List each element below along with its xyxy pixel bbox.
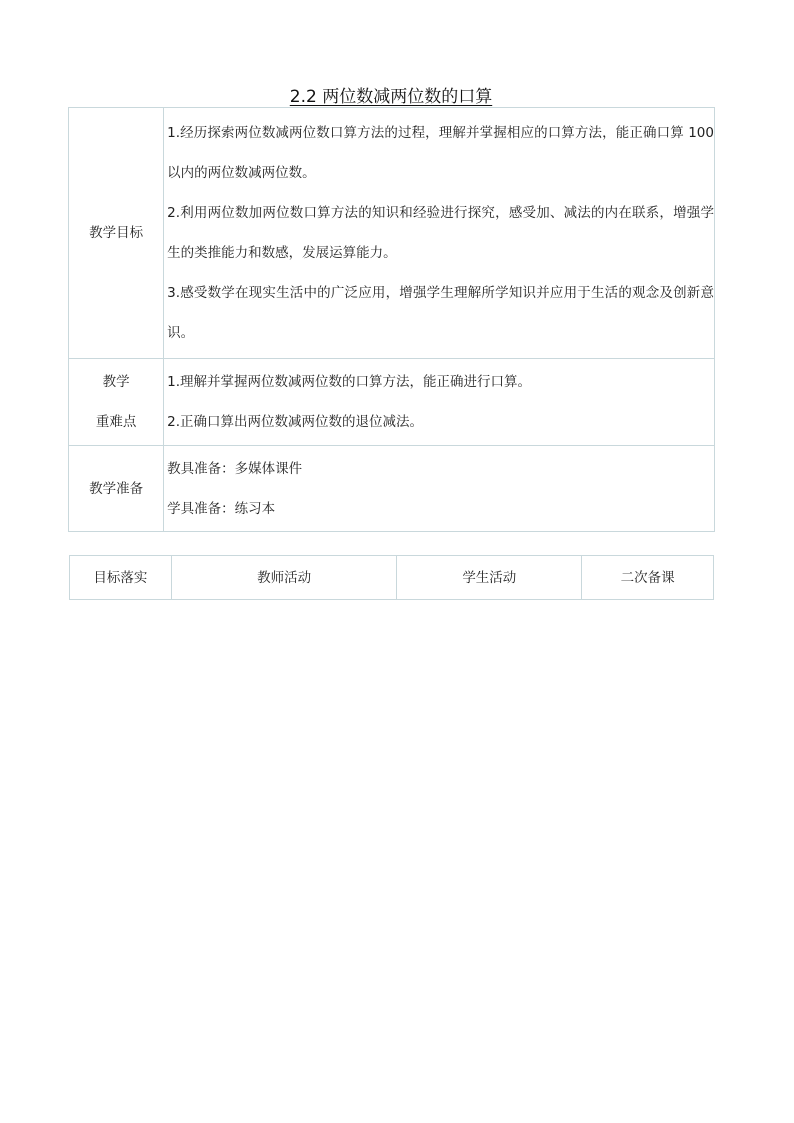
preparation-item-teacher: 教具准备：多媒体课件 <box>167 460 303 477</box>
activity-table <box>69 555 714 600</box>
teaching-goals-content <box>164 108 715 359</box>
teaching-goals-label: 教学目标 <box>69 108 164 359</box>
preparation-label: 教学准备 <box>69 446 164 532</box>
key-point-item-1: 1.理解并掌握两位数减两位数的口算方法，能正确进行口算。 <box>167 374 532 390</box>
preparation-item-student: 学具准备：练习本 <box>167 500 276 517</box>
preparation-row <box>69 446 715 532</box>
key-point-item-2: 2.正确口算出两位数减两位数的退位减法。 <box>167 414 424 430</box>
teaching-goals-row <box>69 108 715 359</box>
header-student-activity: 学生活动 <box>397 556 582 600</box>
key-points-label <box>69 359 164 446</box>
page-title: 2.2 两位数减两位数的口算 <box>289 87 493 107</box>
key-points-label-line2: 重难点 <box>95 414 137 430</box>
key-points-row <box>69 359 715 446</box>
activity-header-row <box>70 556 714 600</box>
goal-item-1: 1.经历探索两位数减两位数口算方法的过程，理解并掌握相应的口算方法，能正确口算 100 以内的两位数减两位数。 <box>167 125 714 181</box>
header-teacher-activity: 教师活动 <box>171 556 397 600</box>
key-points-label-line1: 教学 <box>102 374 130 390</box>
preparation-content <box>164 446 715 532</box>
goal-item-3: 3.感受数学在现实生活中的广泛应用，增强学生理解所学知识并应用于生活的观念及创新意识。 <box>167 285 714 341</box>
header-goal-implementation: 目标落实 <box>70 556 172 600</box>
goal-item-2: 2.利用两位数加两位数口算方法的知识和经验进行探究，感受加、减法的内在联系，增强学生的类推能力和数感，发展运算能力。 <box>167 205 714 261</box>
key-points-content <box>164 359 715 446</box>
header-second-preparation: 二次备课 <box>582 556 714 600</box>
lesson-plan-table <box>68 107 715 532</box>
